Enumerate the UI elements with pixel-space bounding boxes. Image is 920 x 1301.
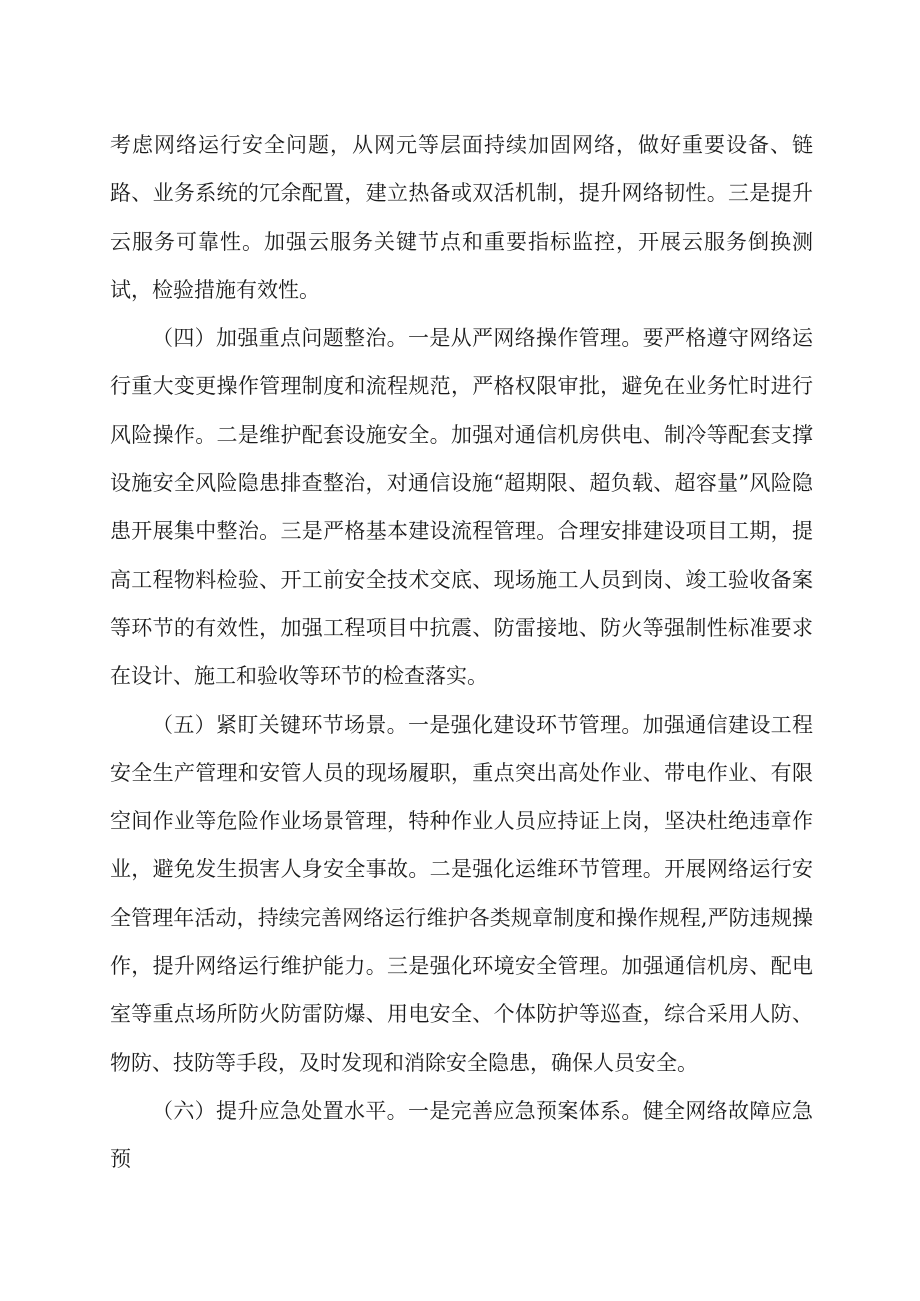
paragraph-key-scenarios: （五）紧盯关键环节场景。一是强化建设环节管理。加强通信建设工程安全生产管理和安管人员的现场履职，重点突出高处作业、带电作业、有限空间作业等危险作业场景管理，特种作业人员应持证上岗，坚决杜绝违章作业，避免发生损害人身安全事故。二是强化运维环节管理。开展网络运行安全管理年活动，持续完善网络运行维护各类规章制度和操作规程,严防违规操作，提升网络运行维护能力。三是强化环境安全管理。加强通信机房、配电室等重点场所防火防雷防爆、用电安全、个体防护等巡查，综合采用人防、物防、技防等手段，及时发现和消除安全隐患，确保人员安全。	[110, 712, 813, 1075]
paragraph-network-resilience: 考虑网络运行安全问题，从网元等层面持续加固网络，做好重要设备、链路、业务系统的冗余配置，建立热备或双活机制，提升网络韧性。三是提升云服务可靠性。加强云服务关键节点和重要指标监控，开展云服务倒换测试，检验措施有效性。	[110, 133, 813, 302]
paragraph-emergency-response: （六）提升应急处置水平。一是完善应急预案体系。健全网络故障应急预	[110, 1098, 813, 1172]
body-text	[110, 121, 813, 1184]
paragraph-key-issues: （四）加强重点问题整治。一是从严网络操作管理。要严格遵守网络运行重大变更操作管理制度和流程规范，严格权限审批，避免在业务忙时进行风险操作。二是维护配套设施安全。加强对通信机房供电、制冷等配套支撑设施安全风险隐患排查整治，对通信设施“超期限、超负载、超容量”风险隐患开展集中整治。三是严格基本建设流程管理。合理安排建设项目工期，提高工程物料检验、开工前安全技术交底、现场施工人员到岗、竣工验收备案等环节的有效性，加强工程项目中抗震、防雷接地、防火等强制性标准要求在设计、施工和验收等环节的检查落实。	[110, 326, 813, 689]
